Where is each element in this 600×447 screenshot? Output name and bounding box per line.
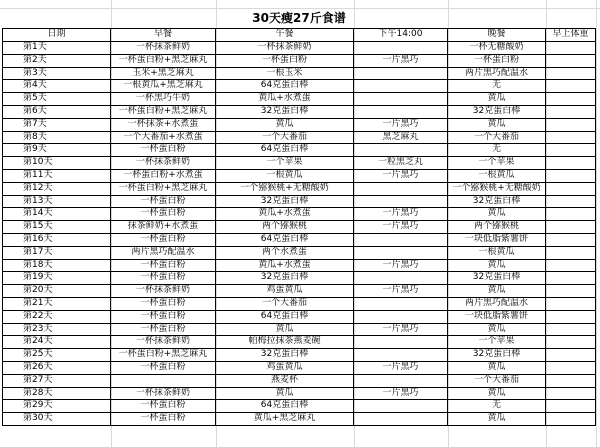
- cell-breakfast[interactable]: 一杯蛋白粉: [111, 195, 216, 208]
- cell-breakfast[interactable]: 一杯蛋白粉: [111, 310, 216, 323]
- cell-day[interactable]: 第13天: [3, 195, 111, 208]
- cell-day[interactable]: 第16天: [3, 233, 111, 246]
- table-row: [3, 105, 596, 118]
- table-row: [3, 118, 596, 131]
- cell-weight[interactable]: [546, 336, 596, 349]
- cell-day[interactable]: 第27天: [3, 374, 111, 387]
- cell-lunch[interactable]: 64克蛋白棒: [216, 144, 354, 157]
- cell-snack[interactable]: 一片黑巧: [354, 208, 448, 221]
- cell-snack[interactable]: 一片黑巧: [354, 323, 448, 336]
- cell-weight[interactable]: [546, 374, 596, 387]
- cell-breakfast[interactable]: 一杯蛋白粉+黑芝麻丸: [111, 182, 216, 195]
- cell-lunch[interactable]: 黄瓜+水煮蛋: [216, 259, 354, 272]
- cell-breakfast[interactable]: 一杯抹茶鲜奶: [111, 42, 216, 55]
- table-row: [3, 208, 596, 221]
- cell-lunch[interactable]: 黄瓜: [216, 323, 354, 336]
- cell-day[interactable]: 第2天: [3, 54, 111, 67]
- cell-weight[interactable]: [546, 349, 596, 362]
- cell-snack[interactable]: 一片黑巧: [354, 221, 448, 234]
- cell-weight[interactable]: [546, 361, 596, 374]
- cell-weight[interactable]: [546, 272, 596, 285]
- table-row: [3, 310, 596, 323]
- cell-breakfast[interactable]: 一杯蛋白粉: [111, 400, 216, 413]
- cell-breakfast[interactable]: 一杯抹茶鲜奶: [111, 387, 216, 400]
- cell-weight[interactable]: [546, 400, 596, 413]
- table-row: [3, 195, 596, 208]
- cell-lunch[interactable]: 黄瓜: [216, 118, 354, 131]
- cell-snack[interactable]: [354, 310, 448, 323]
- cell-dinner[interactable]: 黄瓜: [448, 323, 546, 336]
- cell-lunch[interactable]: 64克蛋白棒: [216, 400, 354, 413]
- cell-day[interactable]: 第25天: [3, 349, 111, 362]
- cell-weight[interactable]: [546, 259, 596, 272]
- cell-day[interactable]: 第4天: [3, 80, 111, 93]
- header-date[interactable]: 日期: [3, 29, 111, 42]
- cell-day[interactable]: 第29天: [3, 400, 111, 413]
- cell-breakfast[interactable]: 一杯蛋白粉: [111, 233, 216, 246]
- cell-dinner[interactable]: 黄瓜: [448, 118, 546, 131]
- cell-day[interactable]: 第21天: [3, 297, 111, 310]
- cell-snack[interactable]: [354, 272, 448, 285]
- cell-snack[interactable]: 一片黑巧: [354, 169, 448, 182]
- cell-day[interactable]: 第3天: [3, 67, 111, 80]
- cell-snack[interactable]: 一片黑巧: [354, 259, 448, 272]
- cell-lunch[interactable]: 64克蛋白棒: [216, 80, 354, 93]
- cell-weight[interactable]: [546, 169, 596, 182]
- header-breakfast[interactable]: 早餐: [111, 29, 216, 42]
- cell-lunch[interactable]: 64克蛋白棒: [216, 233, 354, 246]
- cell-snack[interactable]: 一片黑巧: [354, 361, 448, 374]
- cell-lunch[interactable]: 一个大番茄: [216, 131, 354, 144]
- cell-lunch[interactable]: 鸡蛋黄瓜: [216, 285, 354, 298]
- cell-breakfast[interactable]: 一杯蛋白粉: [111, 144, 216, 157]
- cell-weight[interactable]: [546, 323, 596, 336]
- cell-dinner[interactable]: 一根黄瓜: [448, 169, 546, 182]
- cell-day[interactable]: 第18天: [3, 259, 111, 272]
- cell-day[interactable]: 第10天: [3, 157, 111, 170]
- cell-lunch[interactable]: 32克蛋白棒: [216, 195, 354, 208]
- cell-dinner[interactable]: 一根黄瓜: [448, 246, 546, 259]
- sheet-title[interactable]: 30天瘦27斤食谱: [3, 8, 596, 29]
- cell-snack[interactable]: [354, 233, 448, 246]
- cell-snack[interactable]: [354, 336, 448, 349]
- table-row: [3, 182, 596, 195]
- cell-lunch[interactable]: 一个大番茄: [216, 297, 354, 310]
- cell-day[interactable]: 第30天: [3, 413, 111, 426]
- cell-breakfast[interactable]: 一杯蛋白粉+黑芝麻丸: [111, 54, 216, 67]
- cell-dinner[interactable]: 32克蛋白棒: [448, 195, 546, 208]
- cell-snack[interactable]: [354, 349, 448, 362]
- cell-breakfast[interactable]: 一杯抹茶鲜奶: [111, 157, 216, 170]
- cell-dinner[interactable]: 一个苹果: [448, 336, 546, 349]
- cell-snack[interactable]: [354, 374, 448, 387]
- cell-snack[interactable]: [354, 413, 448, 426]
- cell-weight[interactable]: [546, 208, 596, 221]
- cell-breakfast[interactable]: 两片黑巧配温水: [111, 246, 216, 259]
- table-row: [3, 42, 596, 55]
- cell-snack[interactable]: 一片黑巧: [354, 387, 448, 400]
- cell-dinner[interactable]: 一个大番茄: [448, 374, 546, 387]
- cell-day[interactable]: 第19天: [3, 272, 111, 285]
- cell-breakfast[interactable]: [111, 374, 216, 387]
- cell-dinner[interactable]: 黄瓜: [448, 361, 546, 374]
- cell-lunch[interactable]: 一杯抹茶鲜奶: [216, 42, 354, 55]
- cell-lunch[interactable]: 一根黄瓜: [216, 169, 354, 182]
- cell-dinner[interactable]: 一块低脂紫薯饼: [448, 310, 546, 323]
- cell-dinner[interactable]: 无: [448, 80, 546, 93]
- cell-snack[interactable]: [354, 67, 448, 80]
- header-dinner[interactable]: 晚餐: [448, 29, 546, 42]
- cell-snack[interactable]: 一片黑巧: [354, 118, 448, 131]
- cell-day[interactable]: 第9天: [3, 144, 111, 157]
- table-row: [3, 131, 596, 144]
- cell-dinner[interactable]: 两片黑巧配温水: [448, 297, 546, 310]
- table-row: [3, 80, 596, 93]
- cell-weight[interactable]: [546, 310, 596, 323]
- cell-breakfast[interactable]: 一杯蛋白粉+水煮蛋: [111, 169, 216, 182]
- table-row: [3, 259, 596, 272]
- cell-breakfast[interactable]: 一杯蛋白粉: [111, 413, 216, 426]
- cell-snack[interactable]: [354, 80, 448, 93]
- cell-snack[interactable]: 黑芝麻丸: [354, 131, 448, 144]
- cell-dinner[interactable]: 一个大番茄: [448, 131, 546, 144]
- header-lunch[interactable]: 午餐: [216, 29, 354, 42]
- cell-weight[interactable]: [546, 105, 596, 118]
- table-row: [3, 272, 596, 285]
- cell-breakfast[interactable]: 一杯蛋白粉: [111, 323, 216, 336]
- cell-breakfast[interactable]: 一杯蛋白粉: [111, 361, 216, 374]
- cell-snack[interactable]: 一粒黑芝丸: [354, 157, 448, 170]
- cell-dinner[interactable]: 两个猕猴桃: [448, 221, 546, 234]
- cell-weight[interactable]: [546, 297, 596, 310]
- cell-breakfast[interactable]: 一杯蛋白粉: [111, 297, 216, 310]
- cell-snack[interactable]: [354, 246, 448, 259]
- cell-weight[interactable]: [546, 413, 596, 426]
- cell-weight[interactable]: [546, 118, 596, 131]
- cell-lunch[interactable]: 32克蛋白棒: [216, 272, 354, 285]
- cell-weight[interactable]: [546, 42, 596, 55]
- cell-lunch[interactable]: 两个水煮蛋: [216, 246, 354, 259]
- cell-lunch[interactable]: 黄瓜+水煮蛋: [216, 93, 354, 106]
- cell-lunch[interactable]: 帕梅拉抹茶燕麦碗: [216, 336, 354, 349]
- cell-weight[interactable]: [546, 195, 596, 208]
- cell-day[interactable]: 第8天: [3, 131, 111, 144]
- cell-lunch[interactable]: 一个猕猴桃+无糖酸奶: [216, 182, 354, 195]
- cell-day[interactable]: 第24天: [3, 336, 111, 349]
- table-row: [3, 285, 596, 298]
- cell-lunch[interactable]: 两个猕猴桃: [216, 221, 354, 234]
- cell-breakfast[interactable]: 一杯蛋白粉+黑芝麻丸: [111, 349, 216, 362]
- cell-dinner[interactable]: 黄瓜: [448, 93, 546, 106]
- cell-day[interactable]: 第17天: [3, 246, 111, 259]
- cell-lunch[interactable]: 一杯蛋白粉: [216, 54, 354, 67]
- cell-lunch[interactable]: 黄瓜+黑芝麻丸: [216, 413, 354, 426]
- cell-dinner[interactable]: 黄瓜: [448, 208, 546, 221]
- cell-snack[interactable]: [354, 144, 448, 157]
- table-row: [3, 221, 596, 234]
- cell-breakfast[interactable]: 一杯黑巧牛奶: [111, 93, 216, 106]
- cell-dinner[interactable]: 32克蛋白棒: [448, 272, 546, 285]
- table-row: [3, 361, 596, 374]
- cell-lunch[interactable]: 一根玉米: [216, 67, 354, 80]
- table-row: [3, 349, 596, 362]
- meal-plan-table: [2, 8, 596, 426]
- cell-dinner[interactable]: 黄瓜: [448, 413, 546, 426]
- header-weight[interactable]: 早上体重: [546, 29, 596, 42]
- cell-breakfast[interactable]: 一杯蛋白粉+黑芝麻丸: [111, 105, 216, 118]
- cell-snack[interactable]: [354, 93, 448, 106]
- table-row: [3, 400, 596, 413]
- cell-day[interactable]: 第23天: [3, 323, 111, 336]
- cell-day[interactable]: 第6天: [3, 105, 111, 118]
- cell-day[interactable]: 第14天: [3, 208, 111, 221]
- cell-snack[interactable]: [354, 400, 448, 413]
- cell-snack[interactable]: [354, 195, 448, 208]
- cell-dinner[interactable]: 一个苹果: [448, 157, 546, 170]
- cell-dinner[interactable]: 黄瓜: [448, 259, 546, 272]
- cell-weight[interactable]: [546, 67, 596, 80]
- cell-dinner[interactable]: 一杯无糖酸奶: [448, 42, 546, 55]
- cell-lunch[interactable]: 黄瓜: [216, 387, 354, 400]
- cell-snack[interactable]: [354, 105, 448, 118]
- cell-snack[interactable]: [354, 182, 448, 195]
- table-row: [3, 387, 596, 400]
- cell-lunch[interactable]: 鸡蛋黄瓜: [216, 361, 354, 374]
- table-row: [3, 144, 596, 157]
- table-row: [3, 374, 596, 387]
- cell-lunch[interactable]: 64克蛋白棒: [216, 310, 354, 323]
- cell-weight[interactable]: [546, 387, 596, 400]
- cell-dinner[interactable]: 32克蛋白棒: [448, 349, 546, 362]
- table-row: [3, 246, 596, 259]
- cell-dinner[interactable]: 无: [448, 144, 546, 157]
- cell-weight[interactable]: [546, 144, 596, 157]
- cell-breakfast[interactable]: 一个大番茄+水煮蛋: [111, 131, 216, 144]
- cell-dinner[interactable]: 一个猕猴桃+无糖酸奶: [448, 182, 546, 195]
- table-row: [3, 413, 596, 426]
- cell-dinner[interactable]: 32克蛋白棒: [448, 105, 546, 118]
- table-row: [3, 169, 596, 182]
- cell-day[interactable]: 第20天: [3, 285, 111, 298]
- cell-dinner[interactable]: 黄瓜: [448, 387, 546, 400]
- cell-dinner[interactable]: 一杯蛋白粉: [448, 54, 546, 67]
- cell-weight[interactable]: [546, 285, 596, 298]
- cell-weight[interactable]: [546, 182, 596, 195]
- cell-lunch[interactable]: 32克蛋白棒: [216, 105, 354, 118]
- table-row: [3, 93, 596, 106]
- cell-breakfast[interactable]: 一杯蛋白粉: [111, 259, 216, 272]
- gridline: [596, 0, 597, 447]
- table-row: [3, 157, 596, 170]
- cell-day[interactable]: 第26天: [3, 361, 111, 374]
- header-snack[interactable]: 下午14:00: [354, 29, 448, 42]
- cell-day[interactable]: 第7天: [3, 118, 111, 131]
- cell-weight[interactable]: [546, 233, 596, 246]
- table-row: [3, 297, 596, 310]
- cell-day[interactable]: 第22天: [3, 310, 111, 323]
- cell-day[interactable]: 第28天: [3, 387, 111, 400]
- cell-breakfast[interactable]: 玉米+黑芝麻丸: [111, 67, 216, 80]
- cell-lunch[interactable]: 黄瓜+水煮蛋: [216, 208, 354, 221]
- cell-weight[interactable]: [546, 131, 596, 144]
- table-row: [3, 54, 596, 67]
- table-row: [3, 233, 596, 246]
- cell-breakfast[interactable]: 一杯抹茶鲜奶: [111, 336, 216, 349]
- cell-lunch[interactable]: 32克蛋白棒: [216, 349, 354, 362]
- cell-breakfast[interactable]: 一杯蛋白粉: [111, 272, 216, 285]
- table-row: [3, 323, 596, 336]
- cell-weight[interactable]: [546, 54, 596, 67]
- cell-breakfast[interactable]: 一杯抹茶鲜奶: [111, 285, 216, 298]
- cell-dinner[interactable]: 一块低脂紫薯饼: [448, 233, 546, 246]
- cell-weight[interactable]: [546, 93, 596, 106]
- cell-day[interactable]: 第1天: [3, 42, 111, 55]
- cell-breakfast[interactable]: 一杯抹茶+水煮蛋: [111, 118, 216, 131]
- cell-lunch[interactable]: 燕麦杯: [216, 374, 354, 387]
- cell-weight[interactable]: [546, 157, 596, 170]
- cell-weight[interactable]: [546, 80, 596, 93]
- cell-snack[interactable]: [354, 297, 448, 310]
- cell-dinner[interactable]: 无: [448, 400, 546, 413]
- cell-day[interactable]: 第12天: [3, 182, 111, 195]
- cell-snack[interactable]: 一片黑巧: [354, 54, 448, 67]
- cell-breakfast[interactable]: 抹茶鲜奶+水煮蛋: [111, 221, 216, 234]
- cell-dinner[interactable]: 两片黑巧配温水: [448, 67, 546, 80]
- table-row: [3, 67, 596, 80]
- cell-weight[interactable]: [546, 221, 596, 234]
- cell-snack[interactable]: 一片黑巧: [354, 285, 448, 298]
- cell-day[interactable]: 第11天: [3, 169, 111, 182]
- cell-dinner[interactable]: 黄瓜: [448, 285, 546, 298]
- table-row: [3, 336, 596, 349]
- cell-breakfast[interactable]: 一根黄瓜+黑芝麻丸: [111, 80, 216, 93]
- cell-weight[interactable]: [546, 246, 596, 259]
- cell-lunch[interactable]: 一个苹果: [216, 157, 354, 170]
- cell-day[interactable]: 第15天: [3, 221, 111, 234]
- cell-day[interactable]: 第5天: [3, 93, 111, 106]
- cell-breakfast[interactable]: 一杯蛋白粉: [111, 208, 216, 221]
- cell-snack[interactable]: [354, 42, 448, 55]
